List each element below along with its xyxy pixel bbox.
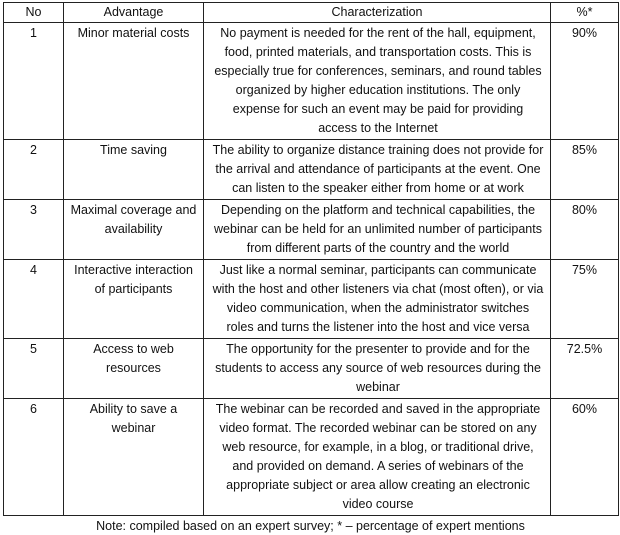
header-advantage: Advantage (64, 3, 204, 23)
table-row (4, 339, 619, 399)
row-advantage: Time saving (64, 140, 204, 200)
row-number: 1 (4, 23, 64, 140)
row-percent: 90% (551, 23, 619, 140)
row-percent: 72.5% (551, 339, 619, 399)
row-advantage: Interactive interaction of participants (64, 260, 204, 339)
row-number: 6 (4, 399, 64, 516)
advantages-table (3, 2, 619, 516)
document-body (3, 2, 618, 535)
table-row (4, 23, 619, 140)
row-characterization: The opportunity for the presenter to provide and for the students to access any source of web resources during the webinar (204, 339, 551, 399)
table-header-row (4, 3, 619, 23)
row-advantage: Ability to save a webinar (64, 399, 204, 516)
row-advantage: Minor material costs (64, 23, 204, 140)
header-no: No (4, 3, 64, 23)
table-row (4, 140, 619, 200)
table-row (4, 260, 619, 339)
row-characterization: Just like a normal seminar, participants can communicate with the host and other listeners via chat (most often), or via video communication, when the administrator switches roles and turns the listener into the host and vice versa (204, 260, 551, 339)
row-percent: 85% (551, 140, 619, 200)
row-characterization: The webinar can be recorded and saved in the appropriate video format. The recorded webinar can be stored on any web resource, for example, in a blog, or traditional drive, and provided on demand. A series of webinars of the appropriate subject or area allow creating an electronic video course (204, 399, 551, 516)
row-characterization: No payment is needed for the rent of the hall, equipment, food, printed materials, and transportation costs. This is especially true for conferences, seminars, and round tables organized by higher education institutions. The only expense for such an event may be paid for providing access to the Internet (204, 23, 551, 140)
header-percent: %* (551, 3, 619, 23)
row-percent: 80% (551, 200, 619, 260)
row-number: 2 (4, 140, 64, 200)
row-number: 5 (4, 339, 64, 399)
row-characterization: Depending on the platform and technical capabilities, the webinar can be held for an unlimited number of participants from different parts of the country and the world (204, 200, 551, 260)
row-advantage: Maximal coverage and availability (64, 200, 204, 260)
row-number: 4 (4, 260, 64, 339)
table-row (4, 200, 619, 260)
row-percent: 75% (551, 260, 619, 339)
header-characterization: Characterization (204, 3, 551, 23)
row-characterization: The ability to organize distance training does not provide for the arrival and attendance of participants at the event. One can listen to the speaker either from home or at work (204, 140, 551, 200)
table-note: Note: compiled based on an expert survey; * – percentage of expert mentions (96, 519, 525, 533)
row-number: 3 (4, 200, 64, 260)
table-row (4, 399, 619, 516)
row-percent: 60% (551, 399, 619, 516)
row-advantage: Access to web resources (64, 339, 204, 399)
